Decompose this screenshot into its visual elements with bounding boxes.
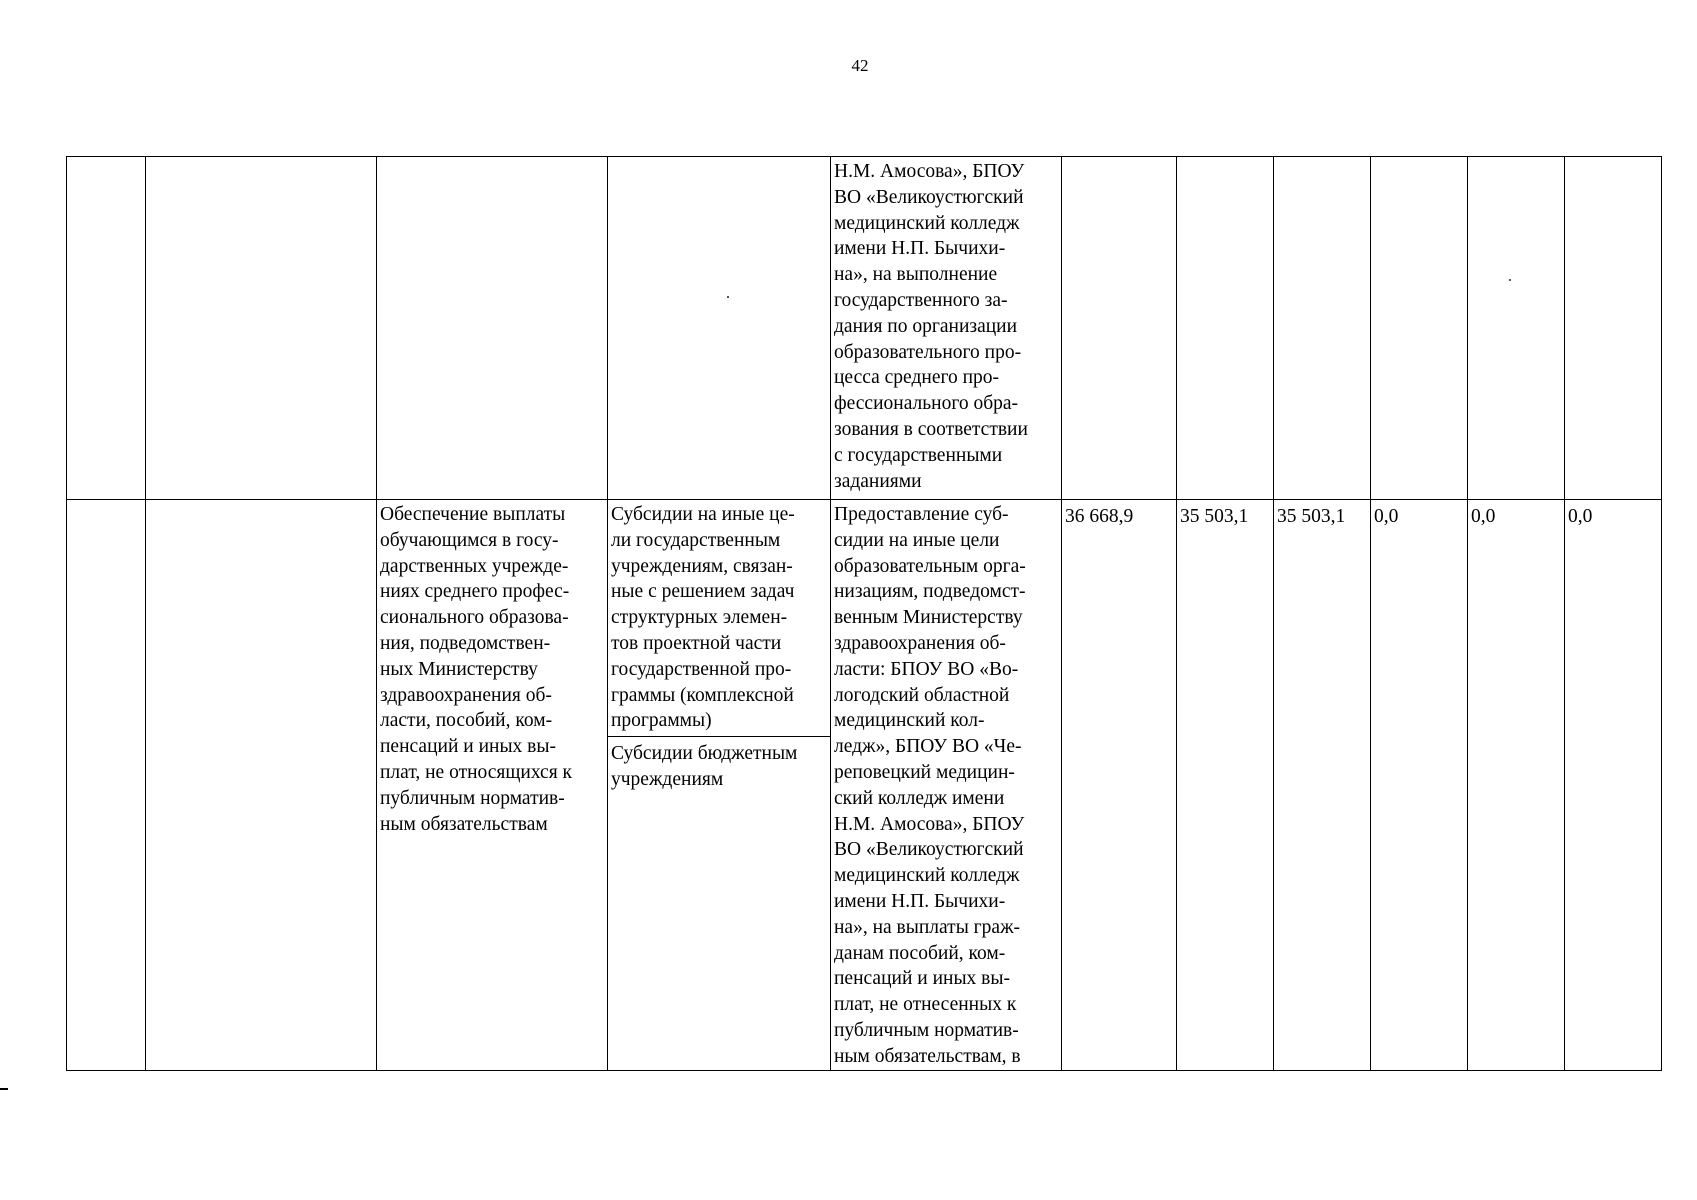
table-cell xyxy=(1371,157,1468,500)
table-cell xyxy=(377,500,608,1071)
table-cell xyxy=(1274,500,1371,1071)
scan-speck xyxy=(727,296,729,298)
table-row xyxy=(67,157,1662,500)
expense-type-other-subsidies: Субсидии на иные це- ли государственным учреждениям, связан- ные с решением задач структурных элемен- тов проектной части государственной про- граммы (комплексной программы) xyxy=(608,500,830,737)
table-cell xyxy=(1468,500,1565,1071)
expense-type-split xyxy=(608,500,830,1070)
table-cell xyxy=(831,157,1062,500)
table-cell xyxy=(67,157,146,500)
table-cell xyxy=(1565,157,1662,500)
table-cell xyxy=(1177,157,1274,500)
activity-description: Предоставление суб- сидии на иные цели образовательным орга- низациям, подведомст- венным Министерству здравоохранения об- ласти: БПОУ ВО «Во- логодский областной медицинский кол- ледж», БПОУ ВО «Че- реповецкий медицин- ский колледж имени Н.М. Амосова», БПОУ ВО «Великоустюгский медицинский колледж имени Н.П. Бычихи- на», на выплаты граж- данам пособий, ком- пенсаций и иных вы- плат, не отнесенных к публичным норматив- ным обязательствам, в xyxy=(834,504,1026,1067)
budget-table xyxy=(66,156,1662,1071)
activity-description-cont: Н.М. Амосова», БПОУ ВО «Великоустюгский медицинский колледж имени Н.П. Бычихи- на», на выполнение государственного за- дания по организации образовательного про- цесса среднего про- фессионального обра- зования в соответствии с государственными заданиями xyxy=(834,161,1028,492)
value-cell: 0,0 xyxy=(1568,506,1593,527)
page-number: 42 xyxy=(851,56,869,75)
table-cell xyxy=(831,500,1062,1071)
value-cell: 35 503,1 xyxy=(1180,506,1249,527)
value-cell: 35 503,1 xyxy=(1277,506,1346,527)
value-cell: 0,0 xyxy=(1471,506,1496,527)
value-cell: 36 668,9 xyxy=(1065,506,1134,527)
margin-mark xyxy=(0,1088,8,1090)
table-cell xyxy=(1274,157,1371,500)
table-cell xyxy=(1565,500,1662,1071)
table-cell xyxy=(608,500,831,1071)
table-cell xyxy=(146,500,377,1071)
table-cell xyxy=(377,157,608,500)
table-cell xyxy=(1062,157,1177,500)
table-cell xyxy=(1177,500,1274,1071)
table-cell xyxy=(608,157,831,500)
expense-type-budget-subsidies: Субсидии бюджетным учреждениям xyxy=(611,743,798,790)
table-cell xyxy=(1468,157,1565,500)
table-cell xyxy=(1371,500,1468,1071)
table-cell xyxy=(67,500,146,1071)
table-cell xyxy=(1062,500,1177,1071)
measure-name: Обеспечение выплаты обучающимся в госу- дарственных учрежде- ниях среднего профес- сионального образова- ния, подведомствен- ных Министерству здравоохранения об- ласти, пособий, ком- пенсаций и иных вы- плат, не относящихся к публичным норматив- ным обязательствам xyxy=(380,504,573,835)
table-row xyxy=(67,500,1662,1071)
value-cell: 0,0 xyxy=(1374,506,1399,527)
table-cell xyxy=(146,157,377,500)
scan-speck xyxy=(1509,279,1511,281)
